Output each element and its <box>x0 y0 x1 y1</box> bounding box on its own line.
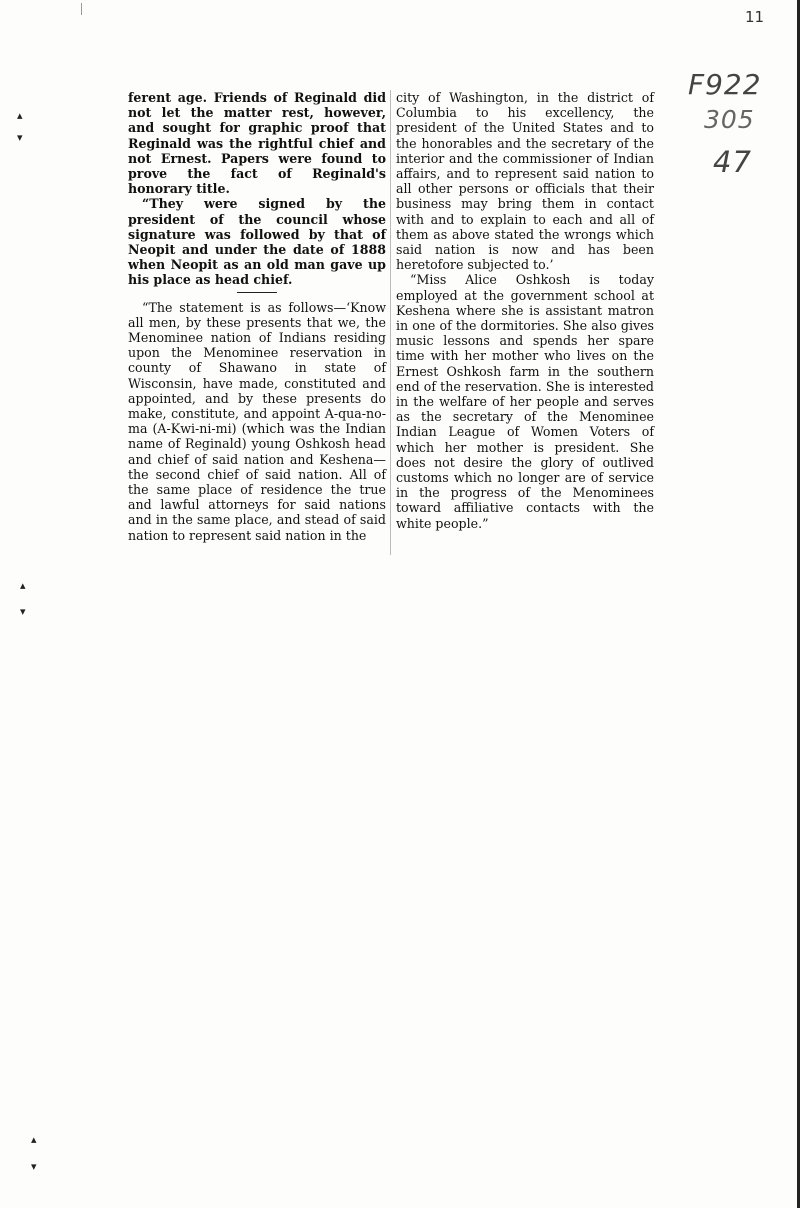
scan-mark <box>81 3 82 15</box>
article-paragraph: ferent age. Friends of Reginald did not let the matter rest, however, and sought for graphic proof that Reginald was the rightful chief and not Ernest. Papers were found to prove the fact of Reginald's honorary title. <box>128 90 386 197</box>
article-right-column <box>396 90 654 531</box>
punch-mark-up: ▴ <box>31 1133 37 1146</box>
punch-mark-down: ▾ <box>20 605 26 618</box>
punch-mark-down: ▾ <box>17 131 23 144</box>
article-left-column <box>128 90 386 543</box>
newspaper-clipping <box>128 90 656 560</box>
article-paragraph: city of Washington, in the district of Columbia to his excellency, the president of the United States and to the honorables and the secretary of the interior and the commissioner of Indian affairs, and to represent said nation to all other persons or officials that their business may bring them in contact with and to explain to each and all of them as above stated the wrongs which said nation is now and has been heretofore subjected to.’ <box>396 90 654 273</box>
punch-mark-down: ▾ <box>31 1160 37 1173</box>
archive-note-page: 47 <box>713 145 752 179</box>
archive-note-item: 305 <box>704 105 755 134</box>
punch-mark-up: ▴ <box>20 579 26 592</box>
column-divider <box>390 90 391 555</box>
page-number: 11 <box>745 8 765 26</box>
archive-note-folder: F922 <box>688 68 762 101</box>
section-divider <box>237 292 277 293</box>
article-paragraph: “They were signed by the president of the council whose signature was followed by that of Neopit and under the date of 1888 when Neopit as an old man gave up his place as head chief. <box>128 196 386 288</box>
punch-mark-up: ▴ <box>17 109 23 122</box>
article-paragraph: “Miss Alice Oshkosh is today employed at the government school at Keshena where she is assistant matron in one of the dormitories. She also gives music lessons and spends her spare time with her mother who lives on the Ernest Oshkosh farm in the southern end of the reservation. She is interested in the welfare of her people and serves as the secretary of the Menominee Indian League of Women Voters of which her mother is president. She does not desire the glory of outlived customs which no longer are of service in the progress of the Menominees toward affiliative contacts with the white people.” <box>396 272 654 531</box>
article-paragraph: “The statement is as follows—‘Know all men, by these presents that we, the Menominee nation of Indians residing upon the Menominee reservation in county of Shawano in state of Wisconsin, have made, constituted and appointed, and by these presents do make, constitute, and appoint A-qua-no-ma (A-Kwi-ni-mi) (which was the Indian name of Reginald) young Oshkosh head and chief of said nation and Keshena—the second chief of said nation. All of the same place of residence the true and lawful attorneys for said nations and in the same place, and stead of said nation to represent said nation in the <box>128 299 386 543</box>
